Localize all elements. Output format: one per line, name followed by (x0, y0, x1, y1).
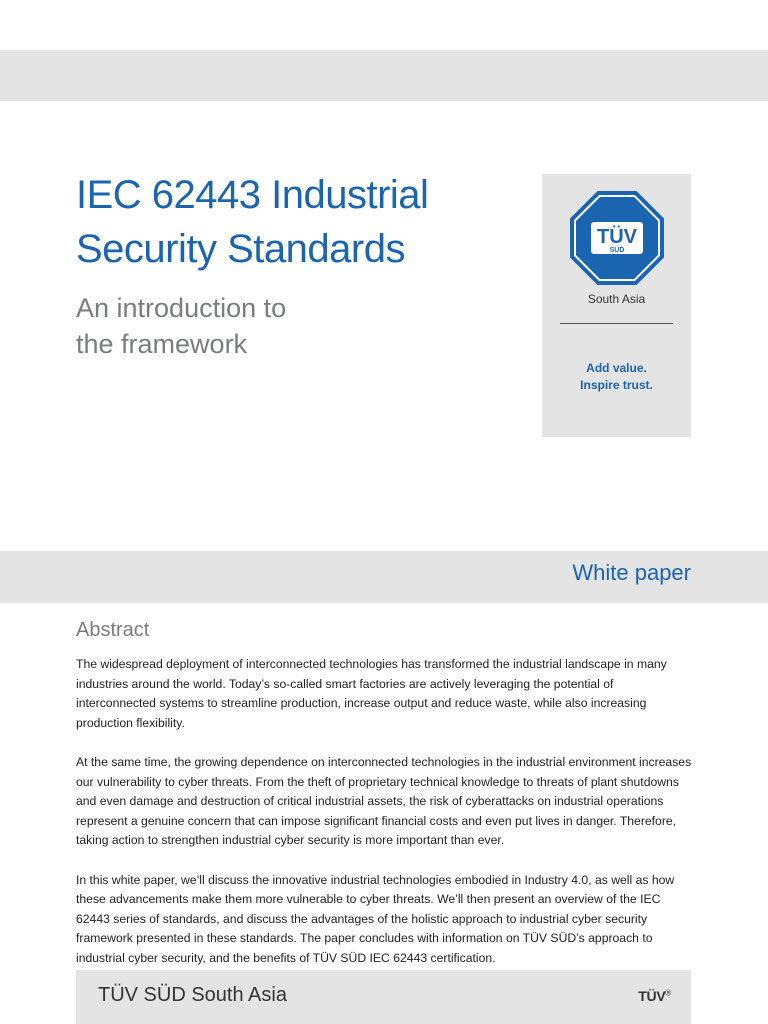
document-subtitle (76, 290, 476, 362)
tagline-line-1: Add value. (586, 361, 647, 375)
abstract-paragraph-3: In this white paper, we’ll discuss the innovative industrial technologies embodied in Industry 4.0, as well as how these advancements make them more vulnerable to cyber threats. We’ll then present an overview of the IEC 62443 series of standards, and discuss the advantages of the holistic approach to industrial cyber security framework presented in these standards. The paper concludes with information on TÜV SÜD’s approach to industrial cyber security, and the benefits of TÜV SÜD IEC 62443 certification. (76, 872, 675, 965)
footer-tuv-logo (638, 988, 671, 1004)
subtitle-line-2: the framework (76, 329, 248, 359)
top-band (0, 50, 768, 101)
panel-divider (560, 323, 673, 324)
white-paper-banner (0, 551, 768, 603)
logo-subtext: SÜD (609, 247, 625, 254)
badge-panel (542, 174, 691, 437)
logo-text: TÜV (597, 226, 637, 248)
tagline (542, 360, 691, 394)
tuv-octagon-logo-icon (570, 191, 664, 285)
footer-company-name: TÜV SÜD South Asia (98, 984, 287, 1006)
region-label: South Asia (587, 292, 646, 306)
subtitle-line-1: An introduction to (76, 293, 287, 323)
registered-mark-icon: ® (665, 988, 671, 998)
abstract-paragraph-2: At the same time, the growing dependence on interconnected technologies in the industrial environment increases our vulnerability to cyber threats. From the theft of proprietary technical knowledge to threats of plant shutdowns and even damage and destruction of critical industrial assets, the risk of cyberattacks on industrial operations represent a genuine concern that can impose significant financial costs and even put lives in danger. Therefore, taking action to strengthen industrial cyber security is more important than ever. (76, 754, 692, 848)
title-line-2: Security Standards (76, 227, 405, 271)
title-line-1: IEC 62443 Industrial (76, 173, 429, 217)
document-type-label: White paper (572, 560, 691, 585)
tagline-line-2: Inspire trust. (580, 378, 653, 392)
footer-logo-text: TÜV (638, 988, 666, 1004)
footer-band (76, 970, 691, 1024)
abstract-heading: Abstract (76, 619, 150, 641)
abstract-body (76, 655, 696, 988)
abstract-paragraph-1: The widespread deployment of interconnected technologies has transformed the industrial landscape in many industries around the world. Today’s so-called smart factories are actively leveraging the potential of interconnected systems to streamline production, increase output and reduce waste, while also increasing production flexibility. (76, 657, 667, 730)
document-title (76, 168, 516, 276)
